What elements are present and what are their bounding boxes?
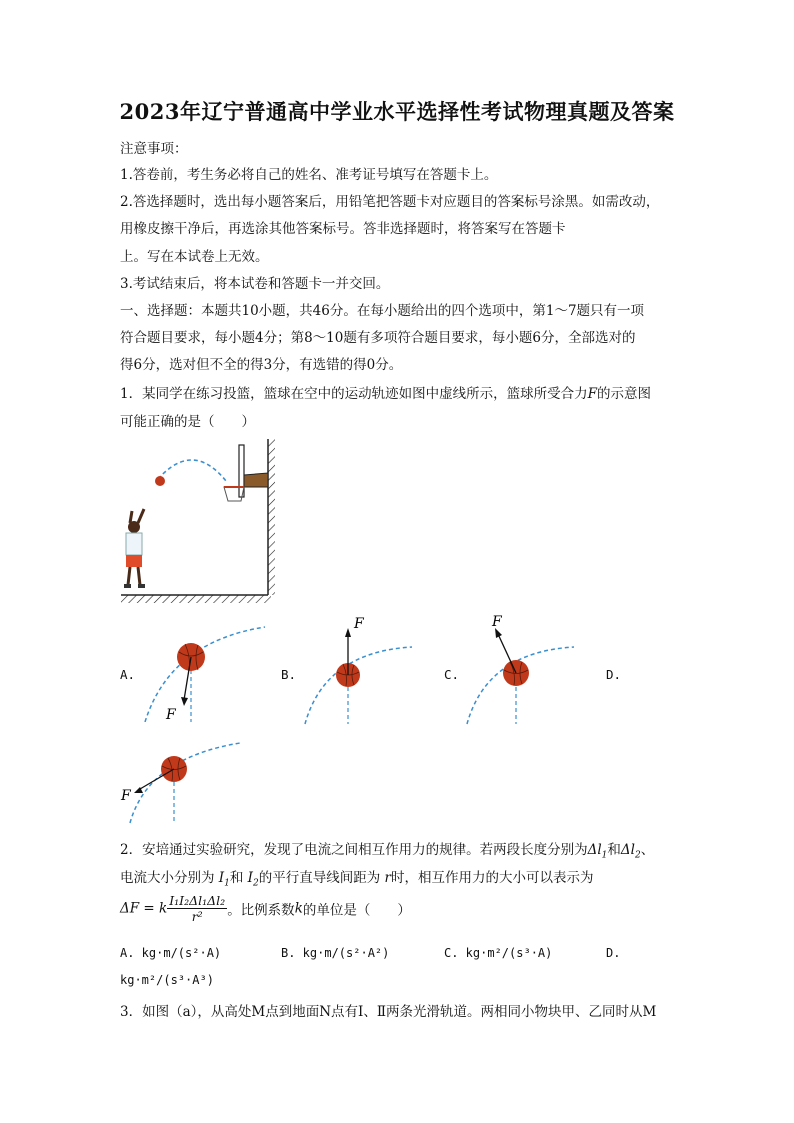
q1-text-b: 的示意图 — [596, 386, 651, 402]
q1-option-b-figure — [300, 612, 420, 727]
q2-and: 和 — [607, 842, 621, 858]
notice-item-2b: 用橡皮擦干净后，再选涂其他答案标号。答非选择题时，将答案写在答题卡 — [120, 221, 566, 237]
q2-I2: $I_2$ — [247, 870, 259, 889]
q1-option-c-force-label: F — [492, 614, 502, 630]
q1-option-c-figure — [462, 612, 582, 727]
q1-option-c-label[interactable]: C. — [444, 667, 460, 682]
notice-item-2a: 2.答选择题时，选出每小题答案后，用铅笔把答题卡对应题目的答案标号涂黑。如需改动， — [120, 194, 660, 210]
q2-dl1: $\Delta l_1$ — [587, 842, 608, 861]
q2-formula-lhs: ΔF = k — [120, 900, 168, 917]
q2-stem-line1 — [120, 838, 654, 861]
q2-I1: $I_1$ — [218, 870, 230, 889]
q1-option-d-label[interactable]: D. — [606, 667, 622, 682]
section1-line2: 符合题目要求，每小题4分；第8～10题有多项符合题目要求，每小题6分，全部选对的 — [120, 330, 636, 346]
notice-item-2c: 上。写在本试卷上无效。 — [120, 249, 269, 265]
q2-formula-line: ΔF = k $\frac{\text{I₁I₂Δl₁Δl₂}}{\text{r²}}$ 。比例系数k的单位是（ ） — [120, 893, 411, 924]
q2-option-d-label[interactable]: D. — [606, 946, 621, 960]
section1-line3: 得6分，选对但不全的得3分，有选错的得0分。 — [120, 357, 403, 373]
q2-formula-fraction: $\frac{\text{I₁I₂Δl₁Δl₂}}{\text{r²}}$ — [169, 893, 226, 924]
q1-text-a: 1．某同学在练习投篮，篮球在空中的运动轨迹如图中虚线所示，篮球所受合力 — [120, 386, 588, 402]
q1-stem-line2: 可能正确的是（ ） — [120, 414, 255, 430]
q1-option-a-label[interactable]: A. — [120, 667, 136, 682]
basketball-scene-figure — [118, 435, 278, 607]
page-title: 2023年辽宁普通高中学业水平选择性考试物理真题及答案 — [119, 99, 675, 124]
q1-option-d-figure — [118, 738, 248, 828]
q1-option-b-label[interactable]: B. — [281, 667, 297, 682]
q1-option-a-force-label: F — [166, 707, 176, 722]
q2-option-c[interactable]: C. kg·m²/(s³·A) — [444, 946, 553, 960]
q2-text-a: 2．安培通过实验研究，发现了电流之间相互作用力的规律。若两段长度分别为 — [120, 842, 588, 858]
notice-item-1: 1.答卷前，考生务必将自己的姓名、准考证号填写在答题卡上。 — [120, 167, 498, 183]
q2-option-d[interactable]: kg·m²/(s³·A³) — [120, 973, 214, 987]
q2-line1-end: 、 — [640, 842, 655, 858]
notice-heading: 注意事项： — [120, 141, 188, 157]
q2-option-b[interactable]: B. kg·m/(s²·A²) — [281, 946, 390, 960]
q2-stem-line2: 电流大小分别为 $I_1$和 $I_2$的平行直导线间距为 r时，相互作用力的大小可以表示为 — [120, 870, 594, 889]
section1-line1: 一、选择题：本题共10小题，共46分。在每小题给出的四个选项中，第1～7题只有一项 — [120, 303, 645, 319]
q1-option-d-force-label: F — [121, 788, 131, 804]
q2-dl2: $\Delta l_2$ — [620, 842, 641, 861]
q2-option-a[interactable]: A. kg·m/(s²·A) — [120, 946, 222, 960]
q1-option-b-force-label: F — [354, 616, 364, 632]
q3-stem-line1: 3．如图（a），从高处M点到地面N点有Ⅰ、Ⅱ两条光滑轨道。两相同小物块甲、乙同时从M — [120, 1004, 657, 1020]
q1-stem-line1 — [120, 382, 651, 402]
q1-option-a-figure — [140, 622, 270, 722]
q1-force-symbol: F — [587, 386, 597, 402]
q2-r: r — [384, 870, 392, 886]
notice-item-3: 3.考试结束后，将本试卷和答题卡一并交回。 — [120, 276, 390, 292]
